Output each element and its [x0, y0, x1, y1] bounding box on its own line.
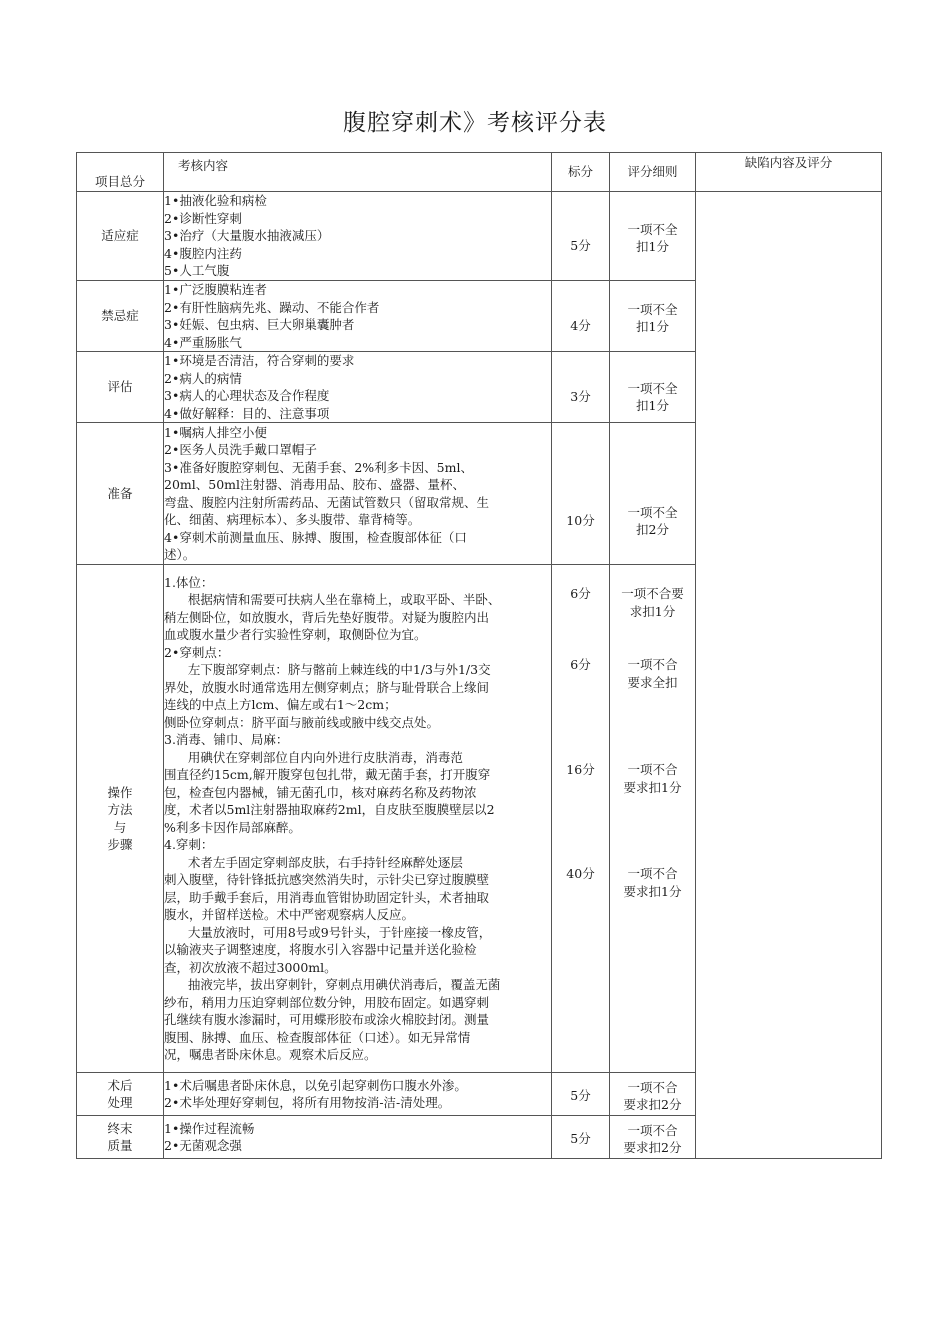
row-category: 禁忌症	[77, 281, 164, 352]
row-category: 终末 质量	[77, 1116, 164, 1159]
content-line: 左下腹部穿刺点：脐与髂前上棘连线的中1/3与外1/3交	[164, 662, 491, 677]
content-line: 3•病人的心理状态及合作程度	[164, 388, 330, 403]
content-line: 3.消毒、铺巾、局麻：	[164, 732, 289, 747]
row-detail: 一项不全 扣1分	[610, 192, 696, 281]
content-line: 4•严重肠胀气	[164, 334, 242, 350]
row-detail: 一项不全 扣2分	[610, 423, 696, 565]
header-defect: 缺陷内容及评分	[696, 153, 882, 192]
content-line: 术者左手固定穿刺部皮肤，右手持针经麻醉处逐层	[164, 854, 463, 870]
content-line: 纱布，稍用力压迫穿刺部位数分钟，用胶布固定。如遇穿刺	[164, 994, 490, 1010]
content-line: 度，术者以5ml注射器抽取麻药2ml，自皮肤至腹膜壁层以2	[164, 802, 495, 817]
row-detail: 一项不合 要求扣2分	[610, 1116, 696, 1159]
content-line: 况，嘱患者卧床休息。观察术后反应。	[164, 1047, 377, 1062]
row-category: 评估	[77, 352, 164, 423]
content-line: 层，助手戴手套后，用消毒血管钳协助固定针头，术者抽取	[164, 889, 490, 905]
row-content	[164, 565, 552, 1073]
content-line: 20ml、50ml注射器、消毒用品、胶布、盛器、量杯、	[164, 477, 466, 492]
content-line: 5•人工气腹	[164, 263, 230, 279]
content-line: 1•环境是否清洁，符合穿刺的要求	[164, 353, 355, 368]
content-line: 腹水，并留样送检。术中严密观察病人反应。	[164, 907, 415, 922]
content-line: 刺入腹壁，待针锋抵抗感突然消失时，示针尖已穿过腹膜壁	[164, 872, 490, 887]
table-row	[77, 192, 882, 281]
content-line: 抽液完毕，拔出穿刺针，穿刺点用碘伏消毒后，覆盖无菌	[164, 977, 501, 992]
content-line: 2•病人的病情	[164, 370, 242, 386]
detail-step-4: 一项不合 要求扣1分	[623, 866, 682, 899]
row-score: 4分	[552, 281, 610, 352]
row-detail: 一项不合 要求扣2分	[610, 1073, 696, 1116]
content-line: 包，检查包内器械，铺无菌孔巾，核对麻药名称及药物浓	[164, 784, 477, 800]
content-line: 侧卧位穿刺点：脐平面与腋前线或腋中线交点处。	[164, 714, 440, 730]
content-line: 1.体位：	[164, 574, 214, 590]
detail-step-1: 一项不合要 求扣1分	[621, 586, 684, 619]
content-line: %利多卡因作局部麻醉。	[164, 819, 301, 835]
content-line: 4•穿刺术前测量血压、脉搏、腹围，检查腹部体征（口	[164, 529, 467, 545]
content-line: 1•抽液化验和病检	[164, 193, 267, 209]
row-detail: 一项不全 扣1分	[610, 281, 696, 352]
content-line: 化、细菌、病理标本）、多头腹带、靠背椅等。	[164, 512, 421, 527]
content-line: 4.穿刺：	[164, 837, 214, 852]
content-line: 弯盘、腹腔内注射所需药品、无菌试管数只（留取常规、生	[164, 494, 490, 510]
content-line: 3•准备好腹腔穿刺包、无菌手套、2%利多卡因、5ml、	[164, 459, 473, 475]
content-line: 查，初次放液不超过3000ml。	[164, 959, 337, 975]
content-line: 4•做好解释：目的、注意事项	[164, 405, 330, 421]
content-line: 1•广泛腹膜粘连者	[164, 282, 267, 297]
content-line: 大量放液时，可用8号或9号针头，于针座接一橡皮管，	[164, 924, 492, 940]
content-line: 界处，放腹水时通常选用左侧穿刺点；脐与耻骨联合上缘间	[164, 679, 490, 695]
score-step-1: 6分	[570, 586, 591, 601]
row-score: 5分	[552, 1116, 610, 1159]
content-line: 连线的中点上方lcm、偏左或右1〜2cm；	[164, 697, 397, 712]
content-line: 1•嘱病人排空小便	[164, 424, 267, 440]
header-detail: 评分细则	[610, 153, 696, 192]
detail-step-2: 一项不合 要求全扣	[627, 657, 678, 690]
defect-column	[696, 192, 882, 1159]
scoring-table	[76, 152, 882, 1159]
row-score: 5分	[552, 1073, 610, 1116]
row-content	[164, 1073, 552, 1116]
content-line: 述）。	[164, 547, 196, 562]
content-line: 2•穿刺点：	[164, 644, 230, 660]
row-category: 操作 方法 与 步骤	[77, 565, 164, 1073]
content-line: 2•有肝性脑病先兆、躁动、不能合作者	[164, 299, 380, 315]
content-line: 2•医务人员洗手戴口罩帽子	[164, 442, 317, 457]
row-scores	[552, 565, 610, 1073]
row-content	[164, 281, 552, 352]
row-score: 5分	[552, 192, 610, 281]
detail-step-3: 一项不合 要求扣1分	[623, 762, 682, 795]
content-line: 1•操作过程流畅	[164, 1120, 255, 1136]
content-line: 用碘伏在穿刺部位自内向外进行皮肤消毒，消毒范	[164, 749, 463, 765]
row-content	[164, 352, 552, 423]
row-detail: 一项不全 扣1分	[610, 352, 696, 423]
row-category: 准备	[77, 423, 164, 565]
row-score: 10分	[552, 423, 610, 565]
header-category: 项目总分	[77, 153, 164, 192]
row-details	[610, 565, 696, 1073]
content-line: 孔继续有腹水渗漏时，可用蝶形胶布或涂火棉胶封闭。测量	[164, 1012, 490, 1027]
score-step-4: 40分	[566, 866, 595, 881]
content-line: 稍左侧卧位，如放腹水，背后先垫好腹带。对疑为腹腔内出	[164, 609, 490, 625]
content-line: 围直径约15cm,解开腹穿包包扎带，戴无菌手套，打开腹穿	[164, 767, 491, 782]
row-content	[164, 423, 552, 565]
content-line: 以输液夹子调整速度，将腹水引入容器中记量并送化验检	[164, 942, 477, 957]
row-content	[164, 192, 552, 281]
header-row	[77, 153, 882, 192]
content-line: 3•妊娠、包虫病、巨大卵巢囊肿者	[164, 317, 355, 332]
row-category: 适应症	[77, 192, 164, 281]
content-line: 根据病情和需要可扶病人坐在靠椅上，或取平卧、半卧、	[164, 592, 501, 607]
score-step-3: 16分	[566, 762, 595, 777]
content-line: 3•治疗（大量腹水抽液减压）	[164, 228, 330, 244]
content-line: 2•诊断性穿刺	[164, 210, 242, 226]
content-line: 腹围、脉搏、血压、检查腹部体征（口述）。如无异常情	[164, 1029, 471, 1045]
content-line: 1•术后嘱患者卧床休息，以免引起穿刺伤口腹水外渗。	[164, 1077, 467, 1093]
content-line: 2•术毕处理好穿刺包，将所有用物按消-洁-清处理。	[164, 1095, 451, 1110]
row-category: 术后 处理	[77, 1073, 164, 1116]
page-title: 腹腔穿刺术》考核评分表	[343, 110, 607, 136]
header-content: 考核内容	[164, 153, 552, 192]
row-content	[164, 1116, 552, 1159]
score-step-2: 6分	[570, 657, 591, 672]
content-line: 血或腹水量少者行实验性穿刺，取侧卧位为宜。	[164, 627, 427, 642]
content-line: 4•腹腔内注药	[164, 245, 242, 261]
content-line: 2•无菌观念强	[164, 1138, 242, 1153]
header-score: 标分	[552, 153, 610, 192]
row-score: 3分	[552, 352, 610, 423]
